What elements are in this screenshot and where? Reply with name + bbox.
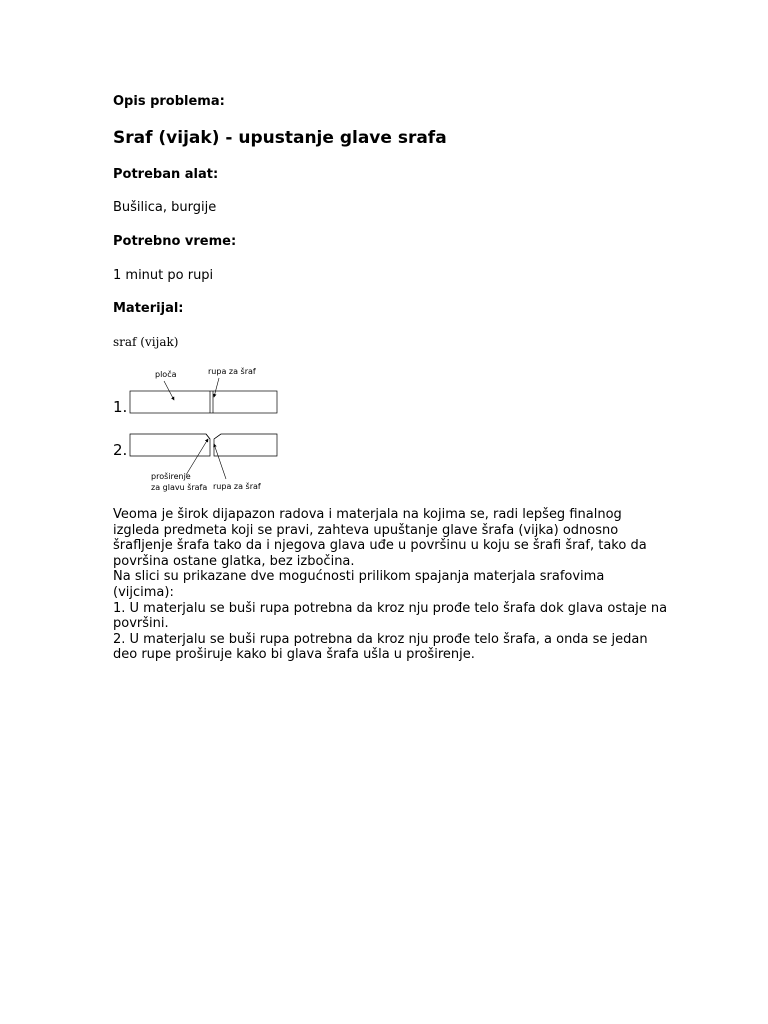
arrow-plate xyxy=(164,381,174,400)
body-line: površina ostane glatka, bez izbočina. xyxy=(113,553,355,569)
arrow-widening xyxy=(186,439,208,475)
arrow-hole-top xyxy=(214,378,219,397)
body-line: (vijcima): xyxy=(113,584,174,600)
countersink xyxy=(206,434,221,439)
label-widening-2: za glavu šrafa xyxy=(151,483,208,492)
plate-2-right xyxy=(214,434,277,456)
body-line: deo rupe proširuje kako bi glava šrafa ušla u proširenje. xyxy=(113,647,475,663)
label-material: Materijal: xyxy=(113,301,184,316)
time-value: 1 minut po rupi xyxy=(113,268,214,283)
label-tools: Potreban alat: xyxy=(113,167,219,182)
body-line: Na slici su prikazane dve mogućnosti prilikom spajanja materjala srafovima xyxy=(113,569,605,585)
label-hole-top: rupa za šraf xyxy=(208,367,256,376)
plate-1 xyxy=(130,391,277,413)
step-2-label: 2. xyxy=(113,441,128,459)
body-line: Veoma je širok dijapazon radova i materjala na kojima se, radi lepšeg finalnog xyxy=(113,507,622,522)
label-plate: ploča xyxy=(155,370,177,379)
label-problem: Opis problema: xyxy=(113,94,225,109)
body-line: 1. U materjalu se buši rupa potrebna da kroz nju prođe telo šrafa dok glava ostaje na xyxy=(113,600,668,616)
body-line: 2. U materjalu se buši rupa potrebna da kroz nju prođe telo šrafa, a onda se jedan xyxy=(113,631,648,647)
label-hole-bottom: rupa za šraf xyxy=(213,482,261,491)
plate-2 xyxy=(130,434,210,456)
body-line: površini. xyxy=(113,616,169,632)
body-line: šrafljenje šrafa tako da i njegova glava uđe u površinu u koju se šrafi šraf, tako da xyxy=(113,538,647,554)
material-value: sraf (vijak) xyxy=(113,335,179,349)
step-1-label: 1. xyxy=(113,398,128,416)
page-title: Sraf (vijak) - upustanje glave srafa xyxy=(113,128,447,148)
body-line: izgleda predmeta koji se pravi, zahteva upuštanje glave šrafa (vijka) odnosno xyxy=(113,522,619,538)
label-widening-1: proširenje xyxy=(151,472,191,481)
body-paragraph xyxy=(113,507,668,663)
screw-diagram xyxy=(108,362,288,496)
label-time: Potrebno vreme: xyxy=(113,234,237,249)
arrow-hole-bottom xyxy=(214,444,226,479)
tools-value: Bušilica, burgije xyxy=(113,200,217,215)
